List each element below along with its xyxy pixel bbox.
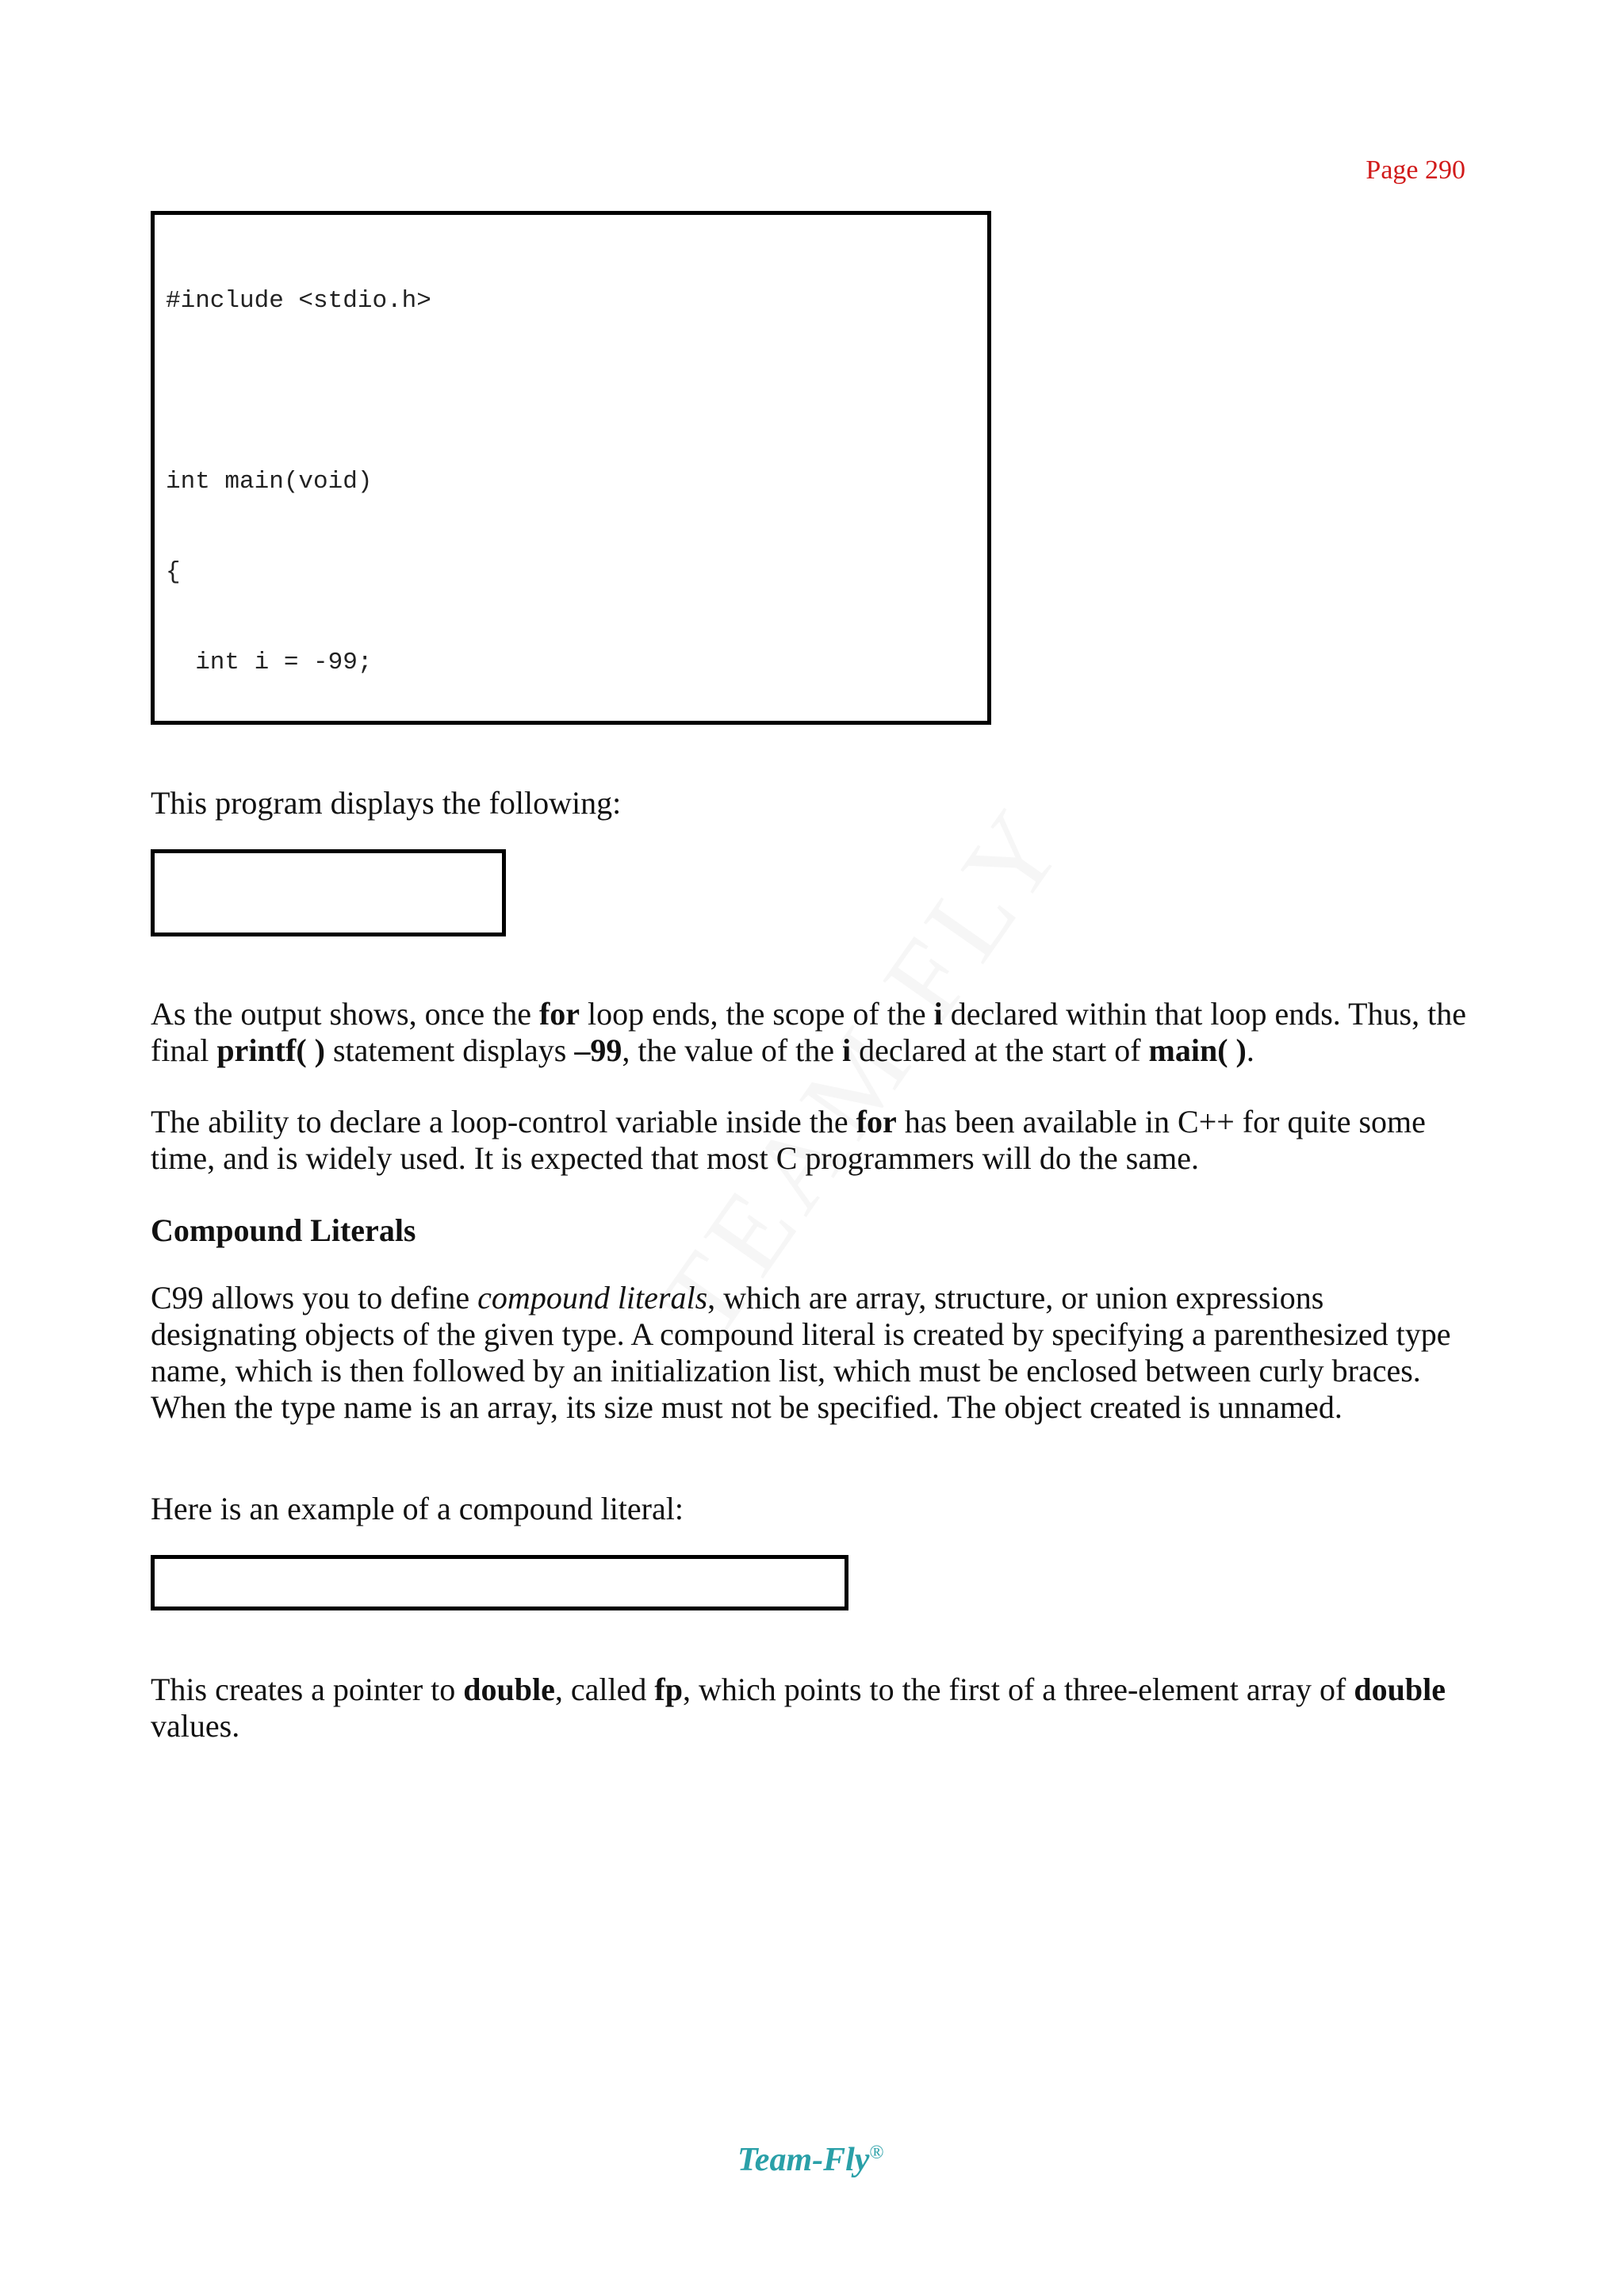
example-intro-paragraph: Here is an example of a compound literal: (151, 1491, 684, 1526)
code-block-literal (151, 1555, 848, 1610)
page-number: Page 290 (1365, 155, 1465, 185)
text-run: , which points to the first of a three-element array of (682, 1672, 1354, 1707)
code-line: #include <stdio.h> (166, 287, 431, 315)
code-term: i (842, 1032, 852, 1068)
code-line: int i = -99; (166, 649, 373, 676)
code-term: printf( ) (216, 1032, 325, 1068)
intro-paragraph: This program displays the following: (151, 785, 622, 821)
text-run: declared at the start of (851, 1032, 1149, 1068)
registered-mark: ® (869, 2143, 884, 2163)
text-run: values. (151, 1708, 240, 1744)
footer-logo (737, 2141, 884, 2179)
code-line: { (166, 558, 181, 586)
code-term: for (538, 996, 580, 1032)
text-run: C99 allows you to define (151, 1280, 478, 1316)
ability-paragraph (151, 1104, 1475, 1177)
text-run: , the value of the (622, 1032, 843, 1068)
text-run: . (1246, 1032, 1254, 1068)
code-term: –99 (574, 1032, 622, 1068)
code-block-output (151, 849, 506, 936)
code-term: double (463, 1672, 555, 1707)
code-line (166, 931, 491, 936)
footer-text: Team-Fly (737, 2142, 870, 2178)
creates-paragraph (151, 1672, 1475, 1744)
scope-paragraph (151, 996, 1475, 1069)
code-term: fp (654, 1672, 683, 1707)
text-run: has been available in C++ for quite some time, and is widely used. It is expected that most C programmers will do the same. (151, 1104, 1426, 1176)
compound-paragraph (151, 1280, 1475, 1426)
text-run: , called (554, 1672, 655, 1707)
term-italic: compound literals (477, 1280, 708, 1316)
code-line: int main(void) (166, 468, 373, 496)
watermark (634, 782, 1093, 1361)
code-term: for (856, 1104, 897, 1139)
text-run: As the output shows, once the (151, 996, 539, 1032)
text-run: declared within that loop ends. Thus, the final (151, 996, 1466, 1068)
text-run: loop ends, the scope of the (580, 996, 934, 1032)
text-run: , which are array, structure, or union expressions designating objects of the given type. A compound literal is created by specifying a parenthesized type name, which is then followed by an initialization list, which must be enclosed between curly braces. When the type name is an array, its size must not be specified. The object created is unnamed. (151, 1280, 1451, 1425)
code-term: i (933, 996, 943, 1032)
section-heading: Compound Literals (151, 1212, 416, 1248)
code-line (166, 377, 976, 407)
code-term: double (1354, 1672, 1446, 1707)
text-run: statement displays (324, 1032, 575, 1068)
code-block-main (151, 211, 991, 725)
text-run: The ability to declare a loop-control variable inside the (151, 1104, 856, 1139)
text-run: This creates a pointer to (151, 1672, 464, 1707)
code-term: main( ) (1148, 1032, 1247, 1068)
